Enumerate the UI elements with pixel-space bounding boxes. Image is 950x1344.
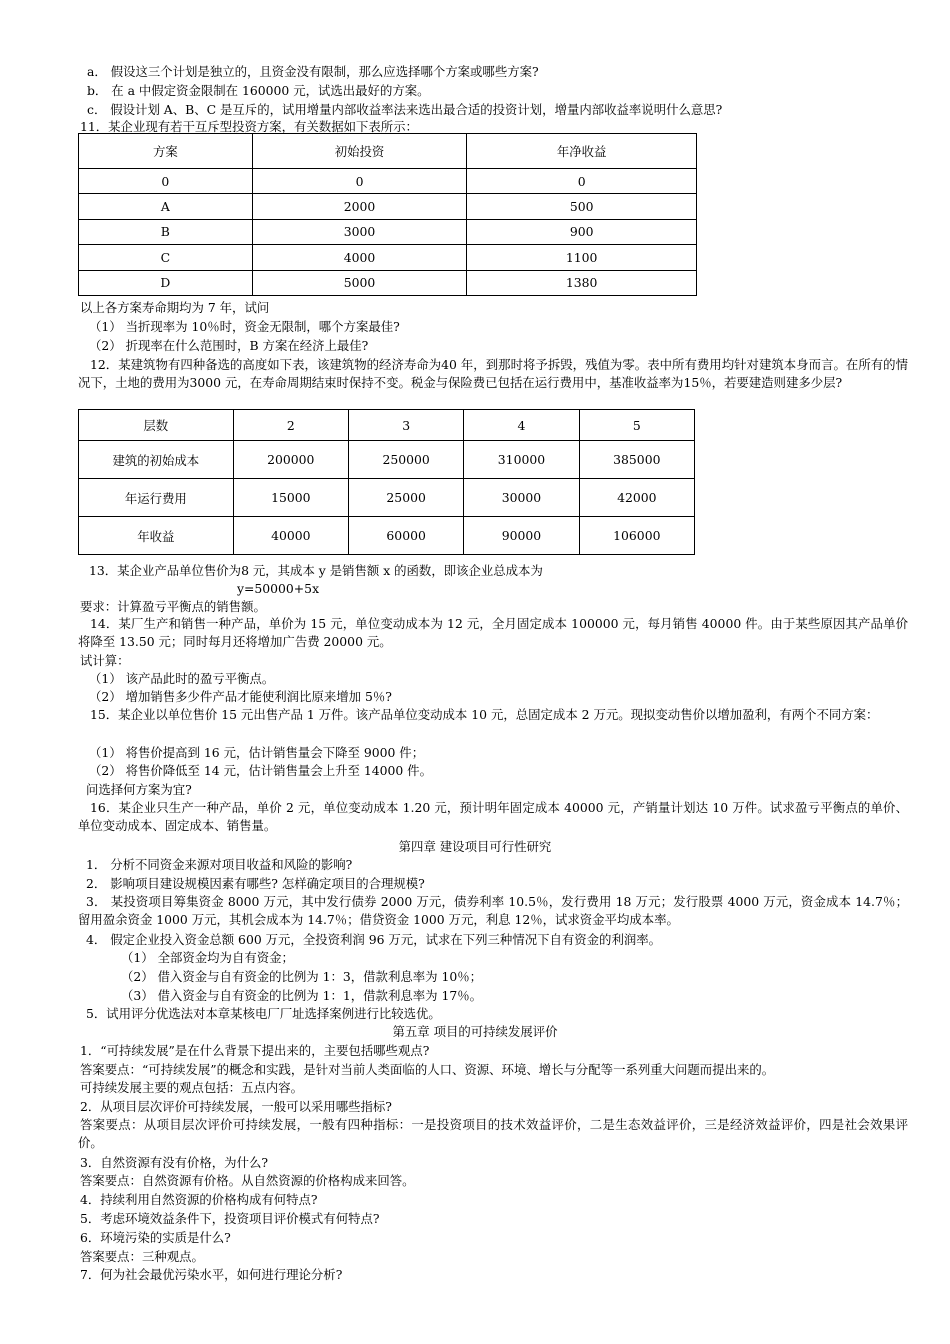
table-header-cell: 方案 [79, 134, 253, 169]
question-14-part-1: （1） 该产品此时的盈亏平衡点。 [89, 671, 275, 686]
chapter-5-q1: 1．“可持续发展”是在什么背景下提出来的，主要包括哪些观点? [80, 1043, 430, 1058]
question-10b: b． 在 a 中假定资金限制在 160000 元，试选出最好的方案。 [87, 83, 430, 98]
table-cell: 建筑的初始成本 [79, 441, 234, 479]
table-cell: 385000 [579, 441, 694, 479]
chapter-5-heading: 第五章 项目的可持续发展评价 [392, 1024, 558, 1039]
chapter-4-q4-case-2: （2） 借入资金与自有资金的比例为 1：3，借款利息率为 10％； [121, 969, 482, 984]
chapter-5-q1-answer-points: 可持续发展主要的观点包括：五点内容。 [80, 1080, 304, 1095]
table-row [79, 194, 697, 219]
table-row [79, 169, 697, 194]
table-cell: 310000 [464, 441, 579, 479]
table-header-row [79, 410, 695, 441]
table-cell: 4000 [252, 245, 467, 270]
question-14-part-2: （2） 增加销售多少件产品才能使利润比原来增加 5％? [89, 689, 392, 704]
table-header-cell: 初始投资 [252, 134, 467, 169]
table-cell: 3000 [252, 219, 467, 244]
question-15-ask: 问选择何方案为宜? [86, 782, 192, 797]
table-cell: 2000 [252, 194, 467, 219]
chapter-5-q3-answer: 答案要点：自然资源有价格。从自然资源的价格构成来回答。 [80, 1173, 415, 1188]
question-14-calc: 试计算： [80, 653, 130, 668]
chapter-4-heading: 第四章 建设项目可行性研究 [398, 839, 552, 854]
chapter-4-q4: 4． 假定企业投入资金总额 600 万元，全投资利润 96 万元，试求在下列三种情况下自有资金的利润率。 [86, 932, 662, 947]
chapter-4-q2: 2． 影响项目建设规模因素有哪些? 怎样确定项目的合理规模? [86, 876, 425, 891]
chapter-4-q3: 3． 某投资项目筹集资金 8000 万元，其中发行债券 2000 万元，债券利率 10.5％，发行费用 18 万元；发行股票 4000 万元，资金成本 14.7％；留用盈余资金 1000 万元，其机会成本为 14.7％；借贷资金 1000 万元，利息 12％，试求资金平均成本率。 [78, 894, 908, 928]
question-15-option-2: （2） 将售价降低至 14 元，估计销售量会上升至 14000 件。 [89, 763, 432, 778]
table-cell: 25000 [348, 479, 463, 517]
question-15: 15．某企业以单位售价 15 元出售产品 1 万件。该产品单位变动成本 10 元，总固定成本 2 万元。现拟变动售价以增加盈利，有两个不同方案： [90, 707, 879, 722]
table-cell: B [79, 219, 253, 244]
table-row [79, 219, 697, 244]
table-cell: 0 [252, 169, 467, 194]
question-11-lifespan: 以上各方案寿命期均为 7 年，试问 [80, 300, 270, 315]
table-cell: 60000 [348, 517, 463, 555]
chapter-5-q2-answer: 答案要点：从项目层次评价可持续发展，一般有四种指标：一是投资项目的技术效益评价，二是生态效益评价，三是经济效益评价，四是社会效果评价。 [78, 1117, 908, 1151]
chapter-5-q7: 7．何为社会最优污染水平，如何进行理论分析? [80, 1267, 343, 1282]
table-row [79, 517, 695, 555]
chapter-4-q1: 1． 分析不同资金来源对项目收益和风险的影响? [86, 857, 353, 872]
table-cell: D [79, 270, 253, 295]
chapter-5-q3: 3．自然资源有没有价格，为什么? [80, 1155, 268, 1170]
chapter-4-q5: 5．试用评分优选法对本章某核电厂厂址选择案例进行比较选优。 [86, 1006, 441, 1021]
table-header-cell: 5 [579, 410, 694, 441]
table-cell: 5000 [252, 270, 467, 295]
table-row [79, 441, 695, 479]
table-cell: 40000 [233, 517, 348, 555]
table-cell: 0 [79, 169, 253, 194]
table-cell: 30000 [464, 479, 579, 517]
table-cell: 106000 [579, 517, 694, 555]
table-cell: 15000 [233, 479, 348, 517]
question-14: 14．某厂生产和销售一种产品，单价为 15 元，单位变动成本为 12 元，全月固定成本 100000 元，每月销售 40000 件。由于某些原因其产品单价将降至 13.50 元；同时每月还将增加广告费 20000 元。 [78, 616, 908, 650]
question-10a: a． 假设这三个计划是独立的，且资金没有限制，那么应选择哪个方案或哪些方案? [87, 64, 539, 79]
chapter-5-q5: 5．考虑环境效益条件下，投资项目评价模式有何特点? [80, 1211, 380, 1226]
table-12-building-floors [78, 409, 695, 555]
table-header-row [79, 134, 697, 169]
table-row [79, 479, 695, 517]
table-cell: 90000 [464, 517, 579, 555]
table-cell: 年收益 [79, 517, 234, 555]
chapter-4-q4-case-1: （1） 全部资金均为自有资金； [121, 950, 294, 965]
chapter-5-q6-answer: 答案要点：三种观点。 [80, 1249, 204, 1264]
question-10c: c． 假设计划 A、B、C 是互斥的，试用增量内部收益率法来选出最合适的投资计划，增量内部收益率说明什么意思? [87, 102, 723, 117]
table-cell: 900 [467, 219, 697, 244]
table-cell: C [79, 245, 253, 270]
question-13-formula: y=50000+5x [237, 581, 320, 596]
chapter-5-q1-answer: 答案要点：“可持续发展”的概念和实践，是针对当前人类面临的人口、资源、环境、增长与分配等一系列重大问题而提出来的。 [80, 1062, 775, 1077]
table-cell: 500 [467, 194, 697, 219]
table-cell: 0 [467, 169, 697, 194]
table-header-cell: 年净收益 [467, 134, 697, 169]
chapter-5-q6: 6．环境污染的实质是什么? [80, 1230, 231, 1245]
question-12: 12．某建筑物有四种备选的高度如下表，该建筑物的经济寿命为40 年，到那时将予拆毁，残值为零。表中所有费用均针对建筑本身而言。在所有的情况下，土地的费用为3000 元，在寿命周期结束时保持不变。税金与保险费已包括在运行费用中，基准收益率为15％，若要建造则建多少层? [78, 357, 908, 391]
table-header-cell: 4 [464, 410, 579, 441]
question-16: 16．某企业只生产一种产品，单价 2 元，单位变动成本 1.20 元，预计明年固定成本 40000 元，产销量计划达 10 万件。试求盈亏平衡点的单价、单位变动成本、固定成本、销售量。 [78, 800, 908, 834]
table-header-cell: 3 [348, 410, 463, 441]
chapter-4-q4-case-3: （3） 借入资金与自有资金的比例为 1：1，借款利息率为 17％。 [121, 988, 482, 1003]
question-15-option-1: （1） 将售价提高到 16 元，估计销售量会下降至 9000 件； [89, 745, 425, 760]
table-row [79, 270, 697, 295]
question-11-part-2: （2） 折现率在什么范围时，B 方案在经济上最佳? [89, 338, 369, 353]
question-13-requirement: 要求：计算盈亏平衡点的销售额。 [80, 599, 266, 614]
chapter-5-q2: 2．从项目层次评价可持续发展，一般可以采用哪些指标? [80, 1099, 392, 1114]
table-cell: 250000 [348, 441, 463, 479]
table-cell: 1380 [467, 270, 697, 295]
table-header-cell: 层数 [79, 410, 234, 441]
question-11: 11．某企业现有若干互斥型投资方案，有关数据如下表所示： [80, 119, 418, 134]
table-cell: 1100 [467, 245, 697, 270]
table-row [79, 245, 697, 270]
question-11-part-1: （1） 当折现率为 10％时，资金无限制，哪个方案最佳? [89, 319, 400, 334]
table-header-cell: 2 [233, 410, 348, 441]
question-13: 13．某企业产品单位售价为8 元，其成本 y 是销售额 x 的函数，即该企业总成本为 [89, 563, 543, 578]
chapter-5-q4: 4．持续利用自然资源的价格构成有何特点? [80, 1192, 318, 1207]
table-cell: 年运行费用 [79, 479, 234, 517]
table-11-investment-options [78, 133, 697, 296]
table-cell: A [79, 194, 253, 219]
table-cell: 200000 [233, 441, 348, 479]
table-cell: 42000 [579, 479, 694, 517]
